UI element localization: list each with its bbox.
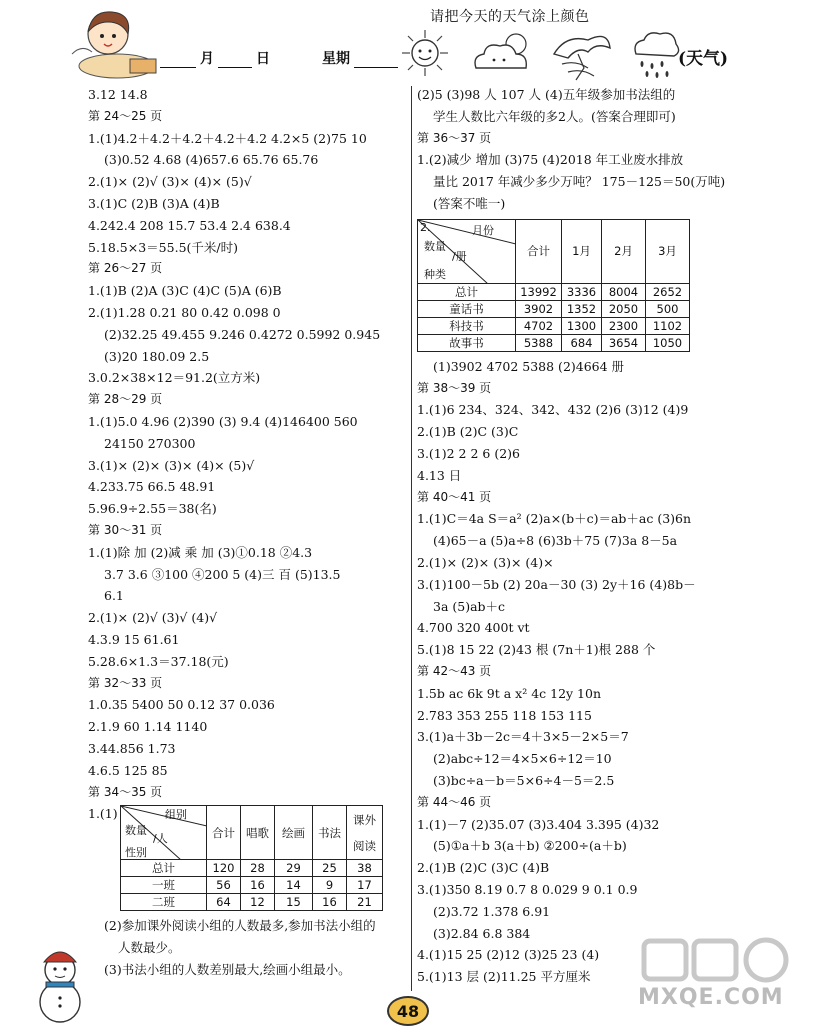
answer-line: 2.(1)× (2)× (3)× (4)× <box>417 554 554 570</box>
diag-bottom-label: 性别 <box>125 846 147 860</box>
table-row <box>418 334 690 351</box>
answer-line: 4.(1)15 25 (2)12 (3)25 23 (4) <box>417 947 600 963</box>
table-cell: 28 <box>241 860 275 877</box>
answer-line: 5.28.6×1.3＝37.18(元) <box>88 653 229 669</box>
column-header: 3月 <box>646 219 690 283</box>
table-row <box>418 283 690 300</box>
table2-block <box>417 219 747 352</box>
answer-line: 3.(1)2 2 2 6 (2)6 <box>417 445 520 461</box>
answer-line: 1.5b ac 6k 9t a x² 4c 12y 10n <box>417 685 602 701</box>
answer-line: 5.(1)13 层 (2)11.25 平方厘米 <box>417 969 591 985</box>
section-heading: 第 36～37 页 <box>417 130 492 145</box>
book-sales-table <box>417 219 690 352</box>
windy-icon[interactable] <box>548 24 618 82</box>
section-heading: 第 34～35 页 <box>88 784 163 799</box>
answer-line: 2.(1)× (2)√ (3)√ (4)√ <box>88 610 218 626</box>
answer-line: 1.(1)除 加 (2)减 乘 加 (3)①0.18 ②4.3 <box>88 544 313 560</box>
answer-line: 5.18.5×3＝55.5(千米/时) <box>88 239 238 255</box>
table-row <box>121 860 383 877</box>
left-column <box>88 84 410 981</box>
table-cell: 8004 <box>602 283 646 300</box>
diag-top-label: 月份 <box>472 223 494 237</box>
row-label: 一班 <box>121 877 207 894</box>
table-cell: 16 <box>241 877 275 894</box>
answer-line: 1.(1)5.0 4.96 (2)390 (3) 9.4 (4)146400 560 <box>88 413 358 429</box>
page-number: 48 <box>387 996 429 1026</box>
row-label: 故事书 <box>418 334 516 351</box>
column-header: 唱歌 <box>241 806 275 860</box>
diag-mid-label: 数量 <box>125 824 147 838</box>
answer-line: 3.(1)a＋3b－2c＝4＋3×5－2×5＝7 <box>417 729 629 745</box>
table-cell: 14 <box>275 877 313 894</box>
answer-line: 1.0.35 5400 50 0.12 37 0.036 <box>88 697 275 713</box>
table-cell: 64 <box>207 894 241 911</box>
row-label: 总计 <box>418 283 516 300</box>
table-cell: 25 <box>313 860 347 877</box>
table-cell: 15 <box>275 894 313 911</box>
answer-line: 2.(1)B (2)C (3)C <box>417 424 519 440</box>
section-heading: 第 32～33 页 <box>88 675 163 690</box>
column-header: 1月 <box>562 219 602 283</box>
row-label: 二班 <box>121 894 207 911</box>
diag-mid-unit: /册 <box>452 249 467 263</box>
answer-line: 学生人数比六年级的多2人。(答案合理即可) <box>433 108 676 124</box>
answer-line: 1.(1)C＝4a S＝a² (2)a×(b＋c)＝ab＋ac (3)6n <box>417 511 692 527</box>
column-header-cont: 阅读 <box>347 833 383 860</box>
week-blank[interactable] <box>354 54 398 68</box>
day-blank[interactable] <box>218 54 252 68</box>
answer-line: (2)3.72 1.378 6.91 <box>433 903 551 919</box>
table2-diagonal-header <box>418 219 516 283</box>
answer-line: 4.13 日 <box>417 467 462 483</box>
section-heading: 第 44～46 页 <box>417 794 492 809</box>
answer-line: 3.44.856 1.73 <box>88 740 176 756</box>
table-cell: 2050 <box>602 300 646 317</box>
diag-mid-label: 数量 <box>424 239 446 253</box>
table-cell: 21 <box>347 894 383 911</box>
answer-line: 3.(1)100－5b (2) 20a－30 (3) 2y＋16 (4)8b－ <box>417 576 696 592</box>
answer-line: 2.(1)× (2)√ (3)× (4)× (5)√ <box>88 174 252 190</box>
answer-line: 人数最少。 <box>118 940 181 956</box>
answer-line: 量比 2017 年减少多少万吨？ 175－125＝50(万吨) <box>433 174 726 190</box>
row-label: 总计 <box>121 860 207 877</box>
column-header: 合计 <box>516 219 562 283</box>
table-cell: 3336 <box>562 283 602 300</box>
month-label: 月 <box>200 51 214 67</box>
table-cell: 1300 <box>562 317 602 334</box>
table-row <box>121 877 383 894</box>
table-cell: 12 <box>241 894 275 911</box>
section-heading: 第 40～41 页 <box>417 489 492 504</box>
partly-cloudy-icon[interactable] <box>468 28 538 76</box>
column-header: 绘画 <box>275 806 313 860</box>
row-label: 童话书 <box>418 300 516 317</box>
answer-line: 2.783 353 255 118 153 115 <box>417 707 592 723</box>
table-cell: 2300 <box>602 317 646 334</box>
table-cell: 1050 <box>646 334 690 351</box>
table-cell: 684 <box>562 334 602 351</box>
diag-mid-unit: /人 <box>153 832 168 846</box>
answer-line: 2.(1)1.28 0.21 80 0.42 0.098 0 <box>88 304 281 320</box>
diag-bottom-label: 种类 <box>424 267 446 281</box>
answer-line: 4.700 320 400t vt <box>417 620 530 636</box>
section-heading: 第 30～31 页 <box>88 522 163 537</box>
section-heading: 第 24～25 页 <box>88 108 163 123</box>
answer-line: (3)0.52 4.68 (4)657.6 65.76 65.76 <box>104 152 319 168</box>
table-cell: 2652 <box>646 283 690 300</box>
watermark-text: MXQE.COM <box>638 985 784 1010</box>
weather-label: (天气) <box>678 49 729 69</box>
table-cell: 56 <box>207 877 241 894</box>
answer-line: 3.(1)C (2)B (3)A (4)B <box>88 195 220 211</box>
section-heading: 第 42～43 页 <box>417 663 492 678</box>
answer-line: (2)32.25 49.455 9.246 0.4272 0.5992 0.945 <box>104 326 381 342</box>
answer-line: (5)①a＋b 3(a＋b) ②200÷(a＋b) <box>433 838 627 854</box>
table2-prefix: 2. <box>420 220 431 234</box>
answer-line: (1)3902 4702 5388 (2)4664 册 <box>433 358 625 374</box>
answer-line: 3.(1)350 8.19 0.7 8 0.029 9 0.1 0.9 <box>417 881 638 897</box>
rain-icon[interactable] <box>630 28 682 80</box>
answer-line: 6.1 <box>104 588 124 604</box>
week-label: 星期 <box>322 51 350 67</box>
answer-line: 3.(1)× (2)× (3)× (4)× (5)√ <box>88 457 255 473</box>
girl-reading-illustration <box>62 4 162 84</box>
answer-line: 2.1.9 60 1.14 1140 <box>88 719 208 735</box>
table-row <box>418 300 690 317</box>
column-header: 合计 <box>207 806 241 860</box>
answer-line: 3.12 14.8 <box>88 87 148 102</box>
answer-line: (2)abc÷12＝4×5×6÷12＝10 <box>433 751 612 767</box>
diag-top-label: 组别 <box>165 808 187 822</box>
answer-line: 2.(1)B (2)C (3)C (4)B <box>417 860 550 876</box>
column-header: 书法 <box>313 806 347 860</box>
table1-prefix: 1.(1) <box>88 806 118 822</box>
answer-line: 1.(1)4.2＋4.2＋4.2＋4.2＋4.2 4.2×5 (2)75 10 <box>88 130 367 146</box>
answer-line: (2)参加课外阅读小组的人数最多,参加书法小组的 <box>104 918 376 934</box>
answer-line: 1.(2)减少 增加 (3)75 (4)2018 年工业废水排放 <box>417 152 684 168</box>
answer-line: 4.242.4 208 15.7 53.4 2.4 638.4 <box>88 217 291 233</box>
row-label: 科技书 <box>418 317 516 334</box>
table-cell: 1102 <box>646 317 690 334</box>
section-heading: 第 38～39 页 <box>417 380 492 395</box>
answer-line: (2)5 (3)98 人 107 人 (4)五年级参加书法组的 <box>417 87 676 102</box>
table-cell: 3902 <box>516 300 562 317</box>
answer-line: 4.6.5 125 85 <box>88 762 168 778</box>
answer-line: (3)20 180.09 2.5 <box>104 348 210 364</box>
answer-line: (答案不唯一) <box>433 195 506 211</box>
answer-line: 5.(1)8 15 22 (2)43 根 (7n＋1)根 288 个 <box>417 642 656 658</box>
table-cell: 4702 <box>516 317 562 334</box>
table-cell: 500 <box>646 300 690 317</box>
column-header: 2月 <box>602 219 646 283</box>
answer-line: 4.3.9 15 61.61 <box>88 631 180 647</box>
answer-line: (3)bc÷a－b＝5×6÷4－5＝2.5 <box>433 772 615 788</box>
table-row <box>121 894 383 911</box>
table-cell: 16 <box>313 894 347 911</box>
answer-line: 1.(1)B (2)A (3)C (4)C (5)A (6)B <box>88 283 282 299</box>
answer-line: 4.233.75 66.5 48.91 <box>88 479 216 495</box>
table-cell: 17 <box>347 877 383 894</box>
table-cell: 9 <box>313 877 347 894</box>
answer-line: 5.96.9÷2.55＝38(名) <box>88 501 217 517</box>
answer-line: (3)书法小组的人数差别最大,绘画小组最小。 <box>104 961 351 977</box>
table-cell: 120 <box>207 860 241 877</box>
date-line <box>160 48 398 68</box>
table-cell: 38 <box>347 860 383 877</box>
answer-line: 1.(1)6 234、324、342、432 (2)6 (3)12 (4)9 <box>417 402 689 418</box>
table1-diagonal-header <box>121 806 207 860</box>
table-row <box>418 317 690 334</box>
answer-line: 3a (5)ab＋c <box>433 598 506 614</box>
column-header: 课外 <box>347 806 383 833</box>
interest-group-table <box>120 805 383 911</box>
answer-line: 24150 270300 <box>104 435 196 451</box>
month-blank[interactable] <box>160 54 196 68</box>
answer-line: 3.0.2×38×12＝91.2(立方米) <box>88 370 261 386</box>
table-cell: 13992 <box>516 283 562 300</box>
snowman-illustration <box>20 940 100 1025</box>
weather-prompt: 请把今天的天气涂上颜色 <box>430 9 590 25</box>
answer-line: (4)65－a (5)a÷8 (6)3b＋75 (7)3a 8－5a <box>433 533 678 549</box>
answer-line: 1.(1)－7 (2)35.07 (3)3.404 3.395 (4)32 <box>417 816 660 832</box>
answer-line: 3.7 3.6 ③100 ④200 5 (4)三 百 (5)13.5 <box>104 566 341 582</box>
table1-block <box>88 805 410 911</box>
right-column <box>417 84 747 988</box>
day-label: 日 <box>256 51 270 67</box>
answer-line: (3)2.84 6.8 384 <box>433 925 531 941</box>
table-cell: 5388 <box>516 334 562 351</box>
page-header <box>0 0 813 88</box>
section-heading: 第 28～29 页 <box>88 392 163 407</box>
section-heading: 第 26～27 页 <box>88 261 163 276</box>
table-cell: 3654 <box>602 334 646 351</box>
sun-icon[interactable] <box>400 28 450 78</box>
table-cell: 1352 <box>562 300 602 317</box>
column-divider <box>411 86 412 991</box>
table-cell: 29 <box>275 860 313 877</box>
